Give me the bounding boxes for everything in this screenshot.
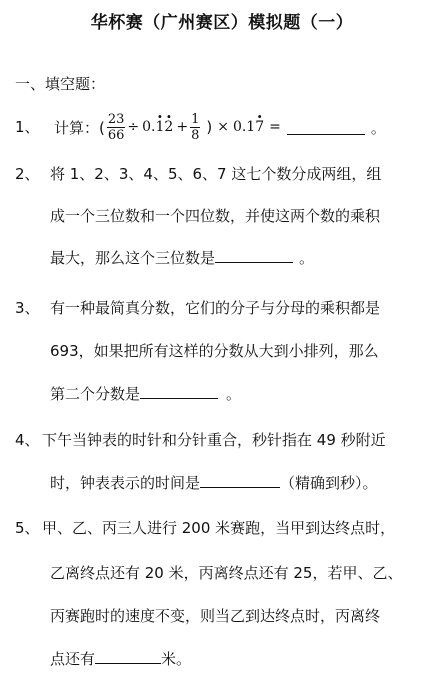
q4-line-2-suffix: （精确到秒）。 [280, 474, 378, 492]
q2-line-1: 将 1、2、3、4、5、6、7 这七个数分成两组，组 [50, 165, 382, 183]
q4-answer-blank[interactable] [200, 473, 280, 488]
q4-line-1: 下午当钟表的时针和分针重合，秒针指在 49 秒附近 [42, 431, 386, 449]
q5-line-4-text: 点还有 [50, 650, 96, 668]
q2-period: 。 [299, 249, 315, 267]
q1-formula [54, 105, 386, 149]
q4-line-2-text: 时，钟表表示的时间是 [50, 474, 201, 492]
q2-line-3-text: 最大，那么这个三位数是 [50, 249, 216, 267]
q1-decimal-1-repeat-b: · 2 [164, 119, 173, 135]
q1-divide-sign: ÷ [127, 119, 140, 135]
q3-period: 。 [226, 385, 242, 403]
q1-fraction-1 [107, 112, 126, 143]
q1-times-sign: × [217, 119, 229, 135]
q1-fraction-2-denominator: 8 [191, 127, 200, 143]
q1-number: 1、 [15, 118, 40, 136]
q1-fraction-1-numerator: 23 [107, 111, 125, 127]
q5-line-2: 乙离终点还有 20 米，丙离终点还有 25，若甲、乙、 [50, 564, 403, 582]
q2-answer-blank[interactable] [215, 248, 293, 263]
q3-line-3-text: 第二个分数是 [50, 385, 141, 403]
q5-line-1: 甲、乙、丙三人进行 200 米赛跑，当甲到达终点时， [42, 519, 396, 537]
q1-prefix: 计算：( [54, 118, 105, 137]
q5-number: 5、 [15, 519, 40, 537]
section-heading: 一、填空题： [15, 75, 106, 93]
q2-number: 2、 [15, 165, 40, 183]
q1-fraction-1-denominator: 66 [107, 127, 125, 143]
q3-answer-blank[interactable] [140, 384, 218, 399]
q3-line-2: 693，如果把所有这样的分数从大到小排列，那么 [50, 342, 379, 360]
q1-close-paren: ) [206, 118, 213, 136]
q4-line-2 [50, 473, 378, 493]
q2-line-3 [50, 248, 314, 268]
q1-decimal-1-int: 0. [142, 119, 156, 135]
q5-line-4-suffix: 米。 [161, 650, 192, 668]
q5-answer-blank[interactable] [95, 649, 161, 664]
q2-line-2: 成一个三位数和一个四位数，并使这两个数的乘积 [50, 207, 381, 225]
q3-line-1: 有一种最简真分数，它们的分子与分母的乘积都是 [50, 299, 381, 317]
q5-line-3: 丙赛跑时的速度不变，则当乙到达终点时，丙离终 [50, 607, 381, 625]
q1-decimal-2-int: 0.1 [232, 119, 256, 135]
q1-answer-blank[interactable] [287, 120, 365, 135]
page-title: 华杯赛（广州赛区）模拟题（一） [90, 13, 354, 33]
q1-fraction-2-numerator: 1 [191, 111, 200, 127]
q3-line-3 [50, 384, 241, 404]
q1-decimal-1-repeat-a: · 1 [156, 119, 165, 135]
q5-line-4 [50, 649, 191, 669]
q1-plus-sign: + [176, 119, 189, 135]
q1-decimal-2-repeat: · 7 [255, 119, 264, 135]
q1-period: 。 [370, 118, 386, 137]
q3-number: 3、 [15, 299, 40, 317]
q1-fraction-2 [190, 112, 200, 143]
q1-equals-sign: = [269, 119, 281, 135]
q4-number: 4、 [15, 431, 40, 449]
